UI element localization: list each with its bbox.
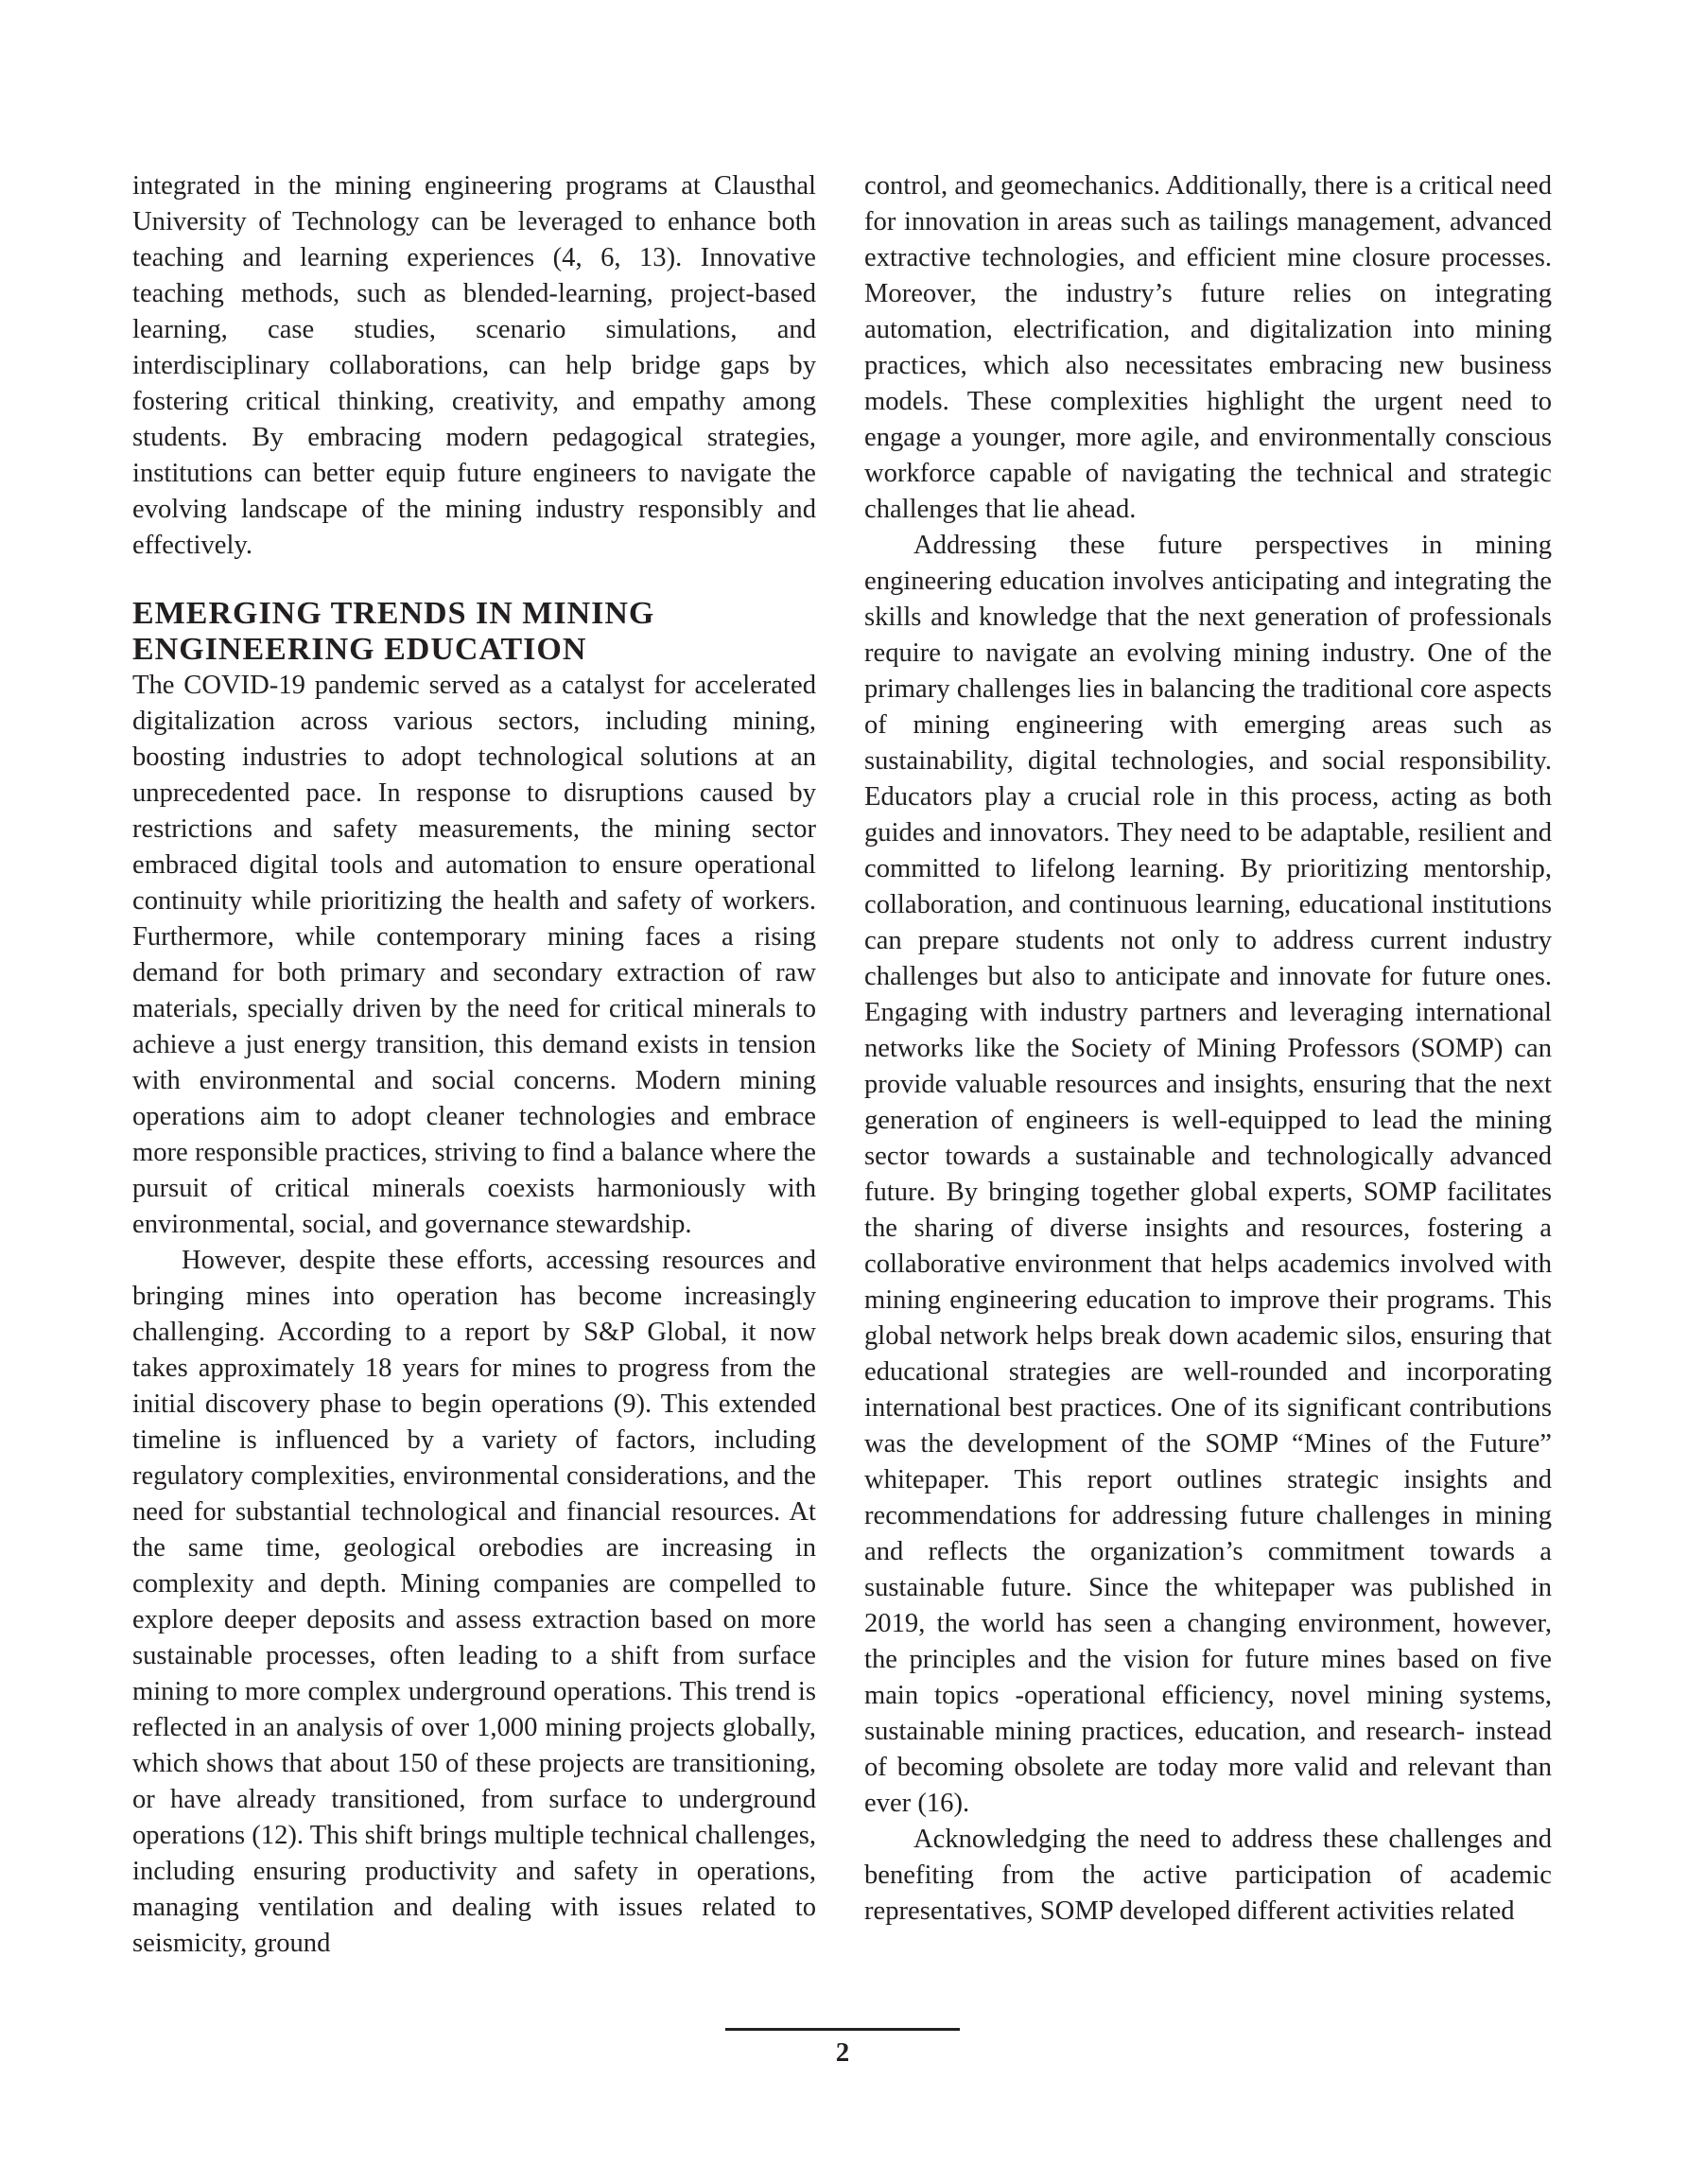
section-heading: EMERGING TRENDS IN MINING ENGINEERING EDUCATION — [132, 596, 655, 667]
body-paragraph: control, and geomechanics. Additionally, there is a critical need for innovation in areas such as tailings management, advanced extractive technologies, and efficient mine closure processes. Moreover, the industry’s future relies on integrating automation, electrification, and digitalization into mining practices, which also necessitates embracing new business models. These complexities highlight the urgent need to engage a younger, more agile, and environmentally conscious workforce capable of navigating the technical and strategic challenges that lie ahead. — [864, 171, 1552, 524]
page-number: 2 — [835, 2037, 850, 2068]
body-paragraph: However, despite these efforts, accessing resources and bringing mines into operation has become increasingly challenging. According to a report by S&P Global, it now takes approximately 18 years for mines to progress from the initial discovery phase to begin operations (9). This extended timeline is influenced by a variety of factors, including regulatory complexities, environmental considerations, and the need for substantial technological and financial resources. At the same time, geological orebodies are increasing in complexity and depth. Mining companies are compelled to explore deeper deposits and assess extraction based on more sustainable processes, often leading to a shift from surface mining to more complex underground operations. This trend is reflected in an analysis of over 1,000 mining projects globally, which shows that about 150 of these projects are transitioning, or have already transitioned, from surface to underground operations (12). This shift brings multiple technical challenges, including ensuring productivity and safety in operations, managing ventilation and dealing with issues related to seismicity, ground — [132, 1246, 816, 1958]
body-paragraph: Acknowledging the need to address these challenges and benefiting from the active participation of academic representatives, SOMP developed different activities related — [864, 1825, 1552, 1926]
left-column — [132, 168, 816, 1962]
body-paragraph: integrated in the mining engineering programs at Clausthal University of Technology can be leveraged to enhance both teaching and learning experiences (4, 6, 13). Innovative teaching methods, such as blended-learning, project-based learning, case studies, scenario simulations, and interdisciplinary collaborations, can help bridge gaps by fostering critical thinking, creativity, and empathy among students. By embracing modern pedagogical strategies, institutions can better equip future engineers to navigate the evolving landscape of the mining industry responsibly and effectively. — [132, 171, 816, 560]
body-paragraph: The COVID-19 pandemic served as a catalyst for accelerated digitalization across various sectors, including mining, boosting industries to adopt technological solutions at an unprecedented pace. In response to disruptions caused by restrictions and safety measurements, the mining sector embraced digital tools and automation to ensure operational continuity while prioritizing the health and safety of workers. Furthermore, while contemporary mining faces a rising demand for both primary and secondary extraction of raw materials, specially driven by the need for critical minerals to achieve a just energy transition, this demand exists in tension with environmental and social concerns. Modern mining operations aim to adopt cleaner technologies and embrace more responsible practices, striving to find a balance where the pursuit of critical minerals coexists harmoniously with environmental, social, and governance stewardship. — [132, 671, 816, 1239]
body-paragraph: Addressing these future perspectives in mining engineering education involves anticipating and integrating the skills and knowledge that the next generation of professionals require to navigate an evolving mining industry. One of the primary challenges lies in balancing the traditional core aspects of mining engineering with emerging areas such as sustainability, digital technologies, and social responsibility. Educators play a crucial role in this process, acting as both guides and innovators. They need to be adaptable, resilient and committed to lifelong learning. By prioritizing mentorship, collaboration, and continuous learning, educational institutions can prepare students not only to address current industry challenges but also to anticipate and innovate for future ones. Engaging with industry partners and leveraging international networks like the Society of Mining Professors (SOMP) can provide valuable resources and insights, ensuring that the next generation of engineers is well-equipped to lead the mining sector towards a sustainable and technologically advanced future. By bringing together global experts, SOMP facilitates the sharing of diverse insights and resources, fostering a collaborative environment that helps academics involved with mining engineering education to improve their programs. This global network helps break down academic silos, ensuring that educational strategies are well-rounded and incorporating international best practices. One of its significant contributions was the development of the SOMP “Mines of the Future” whitepaper. This report outlines strategic insights and recommendations for addressing future challenges in mining and reflects the organization’s commitment towards a sustainable future. Since the whitepaper was published in 2019, the world has seen a changing environment, however, the principles and the vision for future mines based on five main topics -operational efficiency, novel mining systems, sustainable mining practices, education, and research- instead of becoming obsolete are today more valid and relevant than ever (16). — [864, 531, 1552, 1818]
footer-rule — [725, 2028, 960, 2031]
right-column — [864, 168, 1552, 1930]
